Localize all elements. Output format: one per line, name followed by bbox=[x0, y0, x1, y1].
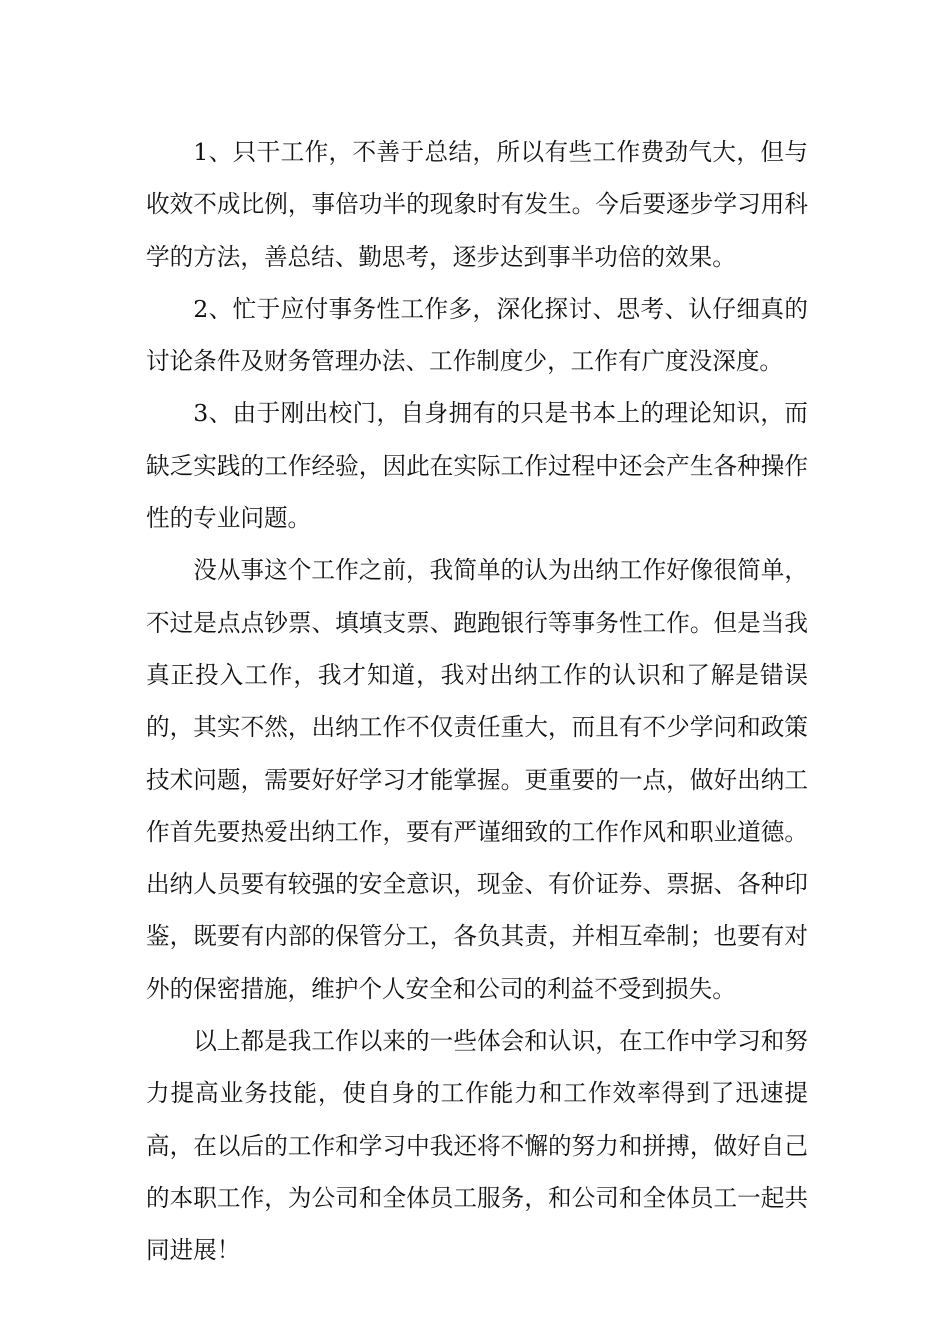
paragraph-shortcoming-2: 2、忙于应付事务性工作多，深化探讨、思考、认仔细真的讨论条件及财务管理办法、工作制度少，工作有广度没深度。 bbox=[146, 294, 808, 376]
paragraph-cashier-reflection: 没从事这个工作之前，我简单的认为出纳工作好像很简单，不过是点点钞票、填填支票、跑跑银行等事务性工作。但是当我真正投入工作，我才知道，我对出纳工作的认识和了解是错误的，其实不然，出纳工作不仅责任重大，而且有不少学问和政策技术问题，需要好好学习才能掌握。更重要的一点，做好出纳工作首先要热爱出纳工作，要有严谨细致的工作作风和职业道德。出纳人员要有较强的安全意识，现金、有价证券、票据、各种印鉴，既要有内部的保管分工，各负其责，并相互牵制；也要有对外的保密措施，维护个人安全和公司的利益不受到损失。 bbox=[146, 556, 808, 1003]
paragraph-shortcoming-3: 3、由于刚出校门，自身拥有的只是书本上的理论知识，而缺乏实践的工作经验，因此在实际工作过程中还会产生各种操作性的专业问题。 bbox=[146, 399, 808, 533]
document-body bbox=[146, 126, 808, 1277]
paragraph-shortcoming-1: 1、只干工作，不善于总结，所以有些工作费劲气大，但与收效不成比例，事倍功半的现象时有发生。今后要逐步学习用科学的方法，善总结、勤思考，逐步达到事半功倍的效果。 bbox=[146, 138, 808, 271]
paragraph-conclusion: 以上都是我工作以来的一些体会和认识，在工作中学习和努力提高业务技能，使自身的工作能力和工作效率得到了迅速提高，在以后的工作和学习中我还将不懈的努力和拼搏，做好自己的本职工作，为公司和全体员工服务，和公司和全体员工一起共同进展！ bbox=[146, 1027, 808, 1265]
